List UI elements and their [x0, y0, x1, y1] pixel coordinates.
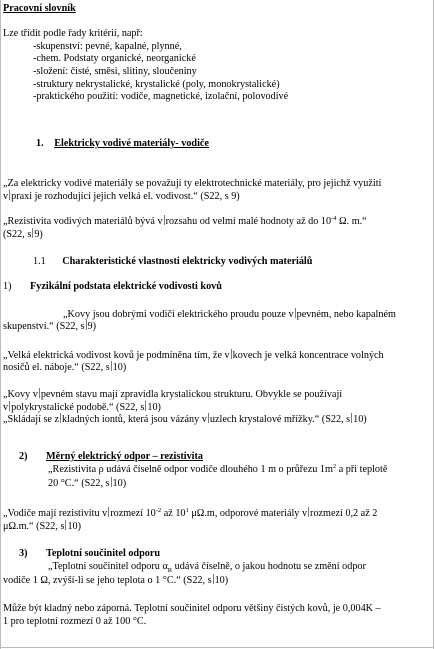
section-title: Teplotní součinitel odporu: [46, 548, 161, 559]
document-title: Pracovní slovník: [3, 3, 76, 14]
section-title: Charakteristické vlastnosti elektricky vodivých materiálů: [62, 256, 313, 267]
cursor-mark: [111, 477, 112, 487]
note-paragraph: Může být kladný nebo záporná. Teplotní součinitel odporu většiny čistých kovů, je 0,004K –: [3, 603, 381, 614]
cursor-mark: [351, 413, 352, 423]
cursor-mark: [9, 190, 10, 200]
quote-paragraph: „Za elektricky vodivé materiály se považují ty elektrotechnické materiály, pro jejichž využití: [3, 178, 382, 189]
section-number: 1.: [36, 138, 44, 149]
quote-paragraph-line: μΩ.m.“ (S22, s 10): [3, 521, 82, 532]
section-number: 3): [19, 548, 28, 559]
quote-paragraph: „Kovy v pevném stavu mají zpravidla krystalickou strukturu. Obvykle se používají: [3, 389, 343, 400]
subsection-heading: [3, 281, 222, 293]
section-title: Měrný elektrický odpor – rezistivita: [46, 451, 203, 462]
cursor-mark: [60, 413, 61, 423]
cursor-mark: [39, 388, 40, 398]
subsection-heading: [19, 548, 160, 560]
subsection-heading: [33, 256, 312, 268]
criteria-item: -struktury nekrystalické, krystalické (poly, monokrystalické): [33, 79, 280, 90]
cursor-mark: [295, 308, 296, 318]
quote-paragraph-line: 20 °C.“ (S22, s 10): [48, 478, 127, 489]
quote-paragraph: „Teplotní součinitel odporu $\alpha_R$ udává číselně, o jakou hodnotu se změní odpor: [48, 561, 366, 575]
cursor-mark: [164, 215, 165, 225]
section-1-heading: [36, 138, 209, 150]
cursor-mark: [208, 413, 209, 423]
cursor-mark: [111, 361, 112, 371]
quote-paragraph: „Kovy jsou dobrými vodiči elektrického proudu pouze v pevném, nebo kapalném: [63, 309, 396, 320]
page-border-left: [0, 0, 1, 649]
quote-paragraph: „Rezistivita ρ udává číselně odpor vodiče dlouhého 1 m o průřezu $1m^2$ a při teplotě: [48, 463, 388, 475]
quote-paragraph-line: nosičů el. náboje.“ (S22, s 10): [3, 362, 127, 373]
note-paragraph-line: 1 pro teplotní rozmezí 0 až 100 °C.: [3, 616, 147, 627]
quote-paragraph: „Skládají se z kladných iontů, která jsou vázány v uzlech krystalové mřížky.“ (S22, s 10): [3, 414, 367, 425]
criteria-item: -chem. Podstaty organické, neorganické: [33, 53, 196, 64]
quote-paragraph: „Velká elektrická vodivost kovů je podmíněna tím, že v kovech je velká koncentrace volných: [3, 350, 384, 361]
cursor-mark: [231, 349, 232, 359]
section-title: Fyzikální podstata elektrické vodivosti kovů: [30, 281, 222, 292]
section-title: Elektricky vodivé materiály- vodiče: [54, 138, 209, 149]
cursor-mark: [308, 507, 309, 517]
section-number: 1.1: [33, 256, 46, 267]
intro-text: Lze třídit podle řady kritérií, např:: [3, 28, 143, 39]
quote-paragraph-line: v polykrystalické podobě.“ (S22, s 10): [3, 402, 161, 413]
quote-paragraph-line: vodiče 1 Ω, zvýší-li se jeho teplota o 1 °C.“ (S22, s 10): [3, 575, 229, 586]
quote-paragraph-line: (S22, s 9): [3, 229, 43, 240]
quote-paragraph-line: v praxi je rozhodující jejich velká el. vodivost.“ (S22, s 9): [3, 191, 240, 202]
cursor-mark: [213, 574, 214, 584]
criteria-item: -praktického použití: vodiče, magnetické, izolační, polovodivé: [33, 91, 289, 102]
section-number: 2): [19, 451, 28, 462]
section-number: 1): [3, 281, 12, 292]
criteria-item: -skupenství: pevné, kapalné, plynné,: [33, 41, 182, 52]
page-border-right: [433, 0, 434, 649]
page-border-bottom: [0, 647, 434, 648]
quote-paragraph: „Vodiče mají rezistivitu v rozmezí $10^{-2}$ až $10^1$ μΩ.m, odporové materiály v rozmezí 0,2 až 2: [3, 507, 378, 519]
quote-paragraph: „Rezistivita vodivých materiálů bývá v rozsahu od velmi malé hodnoty až do $10^{-4}$ Ω. m.“: [3, 215, 367, 227]
cursor-mark: [9, 401, 10, 411]
quote-paragraph-line: skupenství.“ (S22, s 9): [3, 321, 96, 332]
criteria-item: -složení: čisté, směsi, slitiny, sloučeniny: [33, 66, 197, 77]
cursor-mark: [86, 320, 87, 330]
subsection-heading: [19, 451, 203, 463]
